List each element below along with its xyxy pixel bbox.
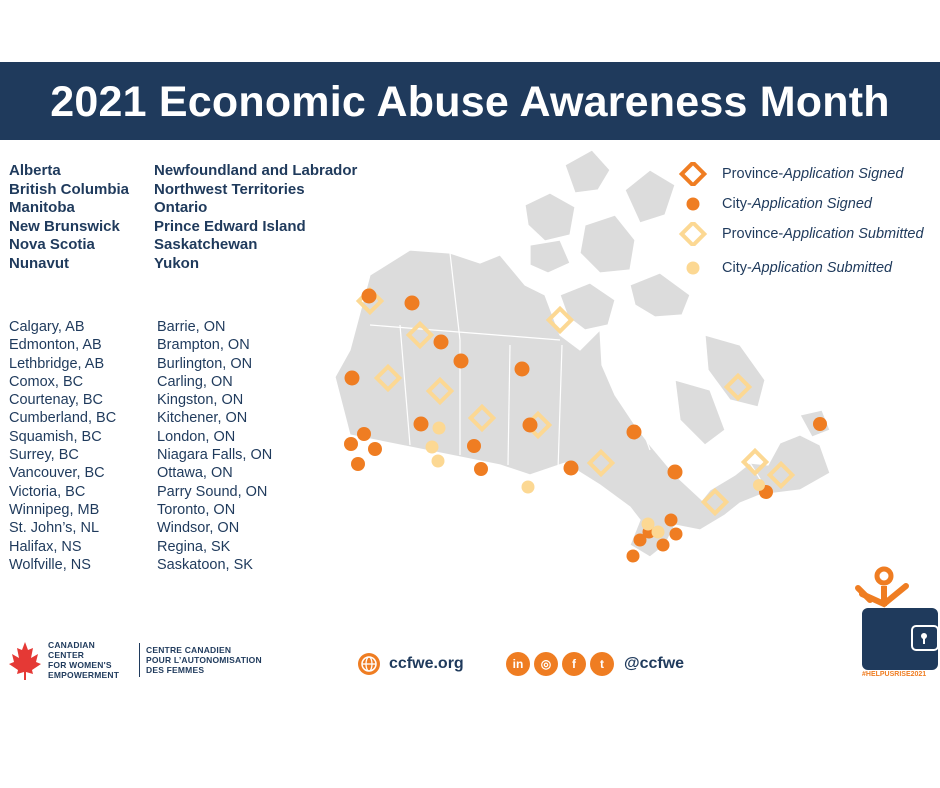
dot-submitted-icon (676, 256, 710, 280)
org-line: CANADIAN CENTER (48, 640, 95, 660)
legend-item-province-signed (676, 162, 903, 186)
province-item: Saskatchewan (154, 236, 258, 253)
city-item: Kitchener, ON (157, 410, 248, 427)
city-signed-marker (523, 418, 538, 433)
legend-sep: - (746, 260, 752, 276)
province-item: Newfoundland and Labrador (154, 162, 358, 179)
city-item: Carling, ON (157, 373, 233, 390)
city-submitted-marker (652, 526, 665, 539)
legend-status: Application Signed (751, 196, 872, 212)
city-signed-marker (668, 465, 683, 480)
city-item: Winnipeg, MB (9, 501, 100, 518)
city-signed-marker (474, 462, 488, 476)
website-link[interactable] (357, 652, 464, 676)
legend-status: Application Submitted (783, 226, 924, 242)
city-item: Edmonton, AB (9, 337, 102, 354)
city-signed-marker (665, 514, 678, 527)
city-item: Regina, SK (157, 538, 231, 555)
org-divider (139, 643, 140, 677)
city-signed-marker (351, 457, 365, 471)
city-item: Ottawa, ON (157, 465, 233, 482)
city-list-col1 (9, 318, 116, 574)
dot-signed-icon (676, 192, 710, 216)
city-signed-marker (627, 550, 640, 563)
org-line: FOR WOMEN'S (48, 660, 112, 670)
legend-kind: City (722, 196, 747, 212)
city-item: Surrey, BC (9, 447, 79, 464)
province-item: New Brunswick (9, 217, 120, 235)
legend-status: Application Submitted (751, 260, 893, 276)
city-signed-marker (627, 425, 642, 440)
page-title: 2021 Economic Abuse Awareness Month (50, 78, 890, 126)
city-submitted-marker (432, 455, 445, 468)
maple-leaf-icon (8, 640, 42, 680)
org-line: CENTRE CANADIEN (146, 645, 232, 655)
globe-icon (357, 652, 381, 676)
diamond-signed-icon (676, 162, 710, 186)
province-item: Prince Edward Island (154, 217, 306, 235)
city-list-col2 (157, 318, 272, 574)
org-line: DES FEMMES (146, 665, 205, 675)
hashtag: #HELPUSRISE2021 (862, 671, 927, 678)
org-line: EMPOWERMENT (48, 670, 120, 680)
province-item: Nova Scotia (9, 236, 95, 253)
city-signed-marker (670, 528, 683, 541)
city-item: Windsor, ON (157, 520, 240, 537)
website-label: ccfwe.org (389, 655, 464, 672)
city-item: Parry Sound, ON (157, 483, 268, 500)
province-list-col1 (9, 162, 129, 273)
facebook-icon[interactable]: f (562, 652, 586, 676)
city-signed-marker (414, 417, 429, 432)
linkedin-icon[interactable]: in (506, 652, 530, 676)
org-logo (8, 638, 276, 682)
city-signed-marker (357, 427, 371, 441)
legend-item-city-signed (676, 192, 872, 216)
org-line: POUR L’AUTONOMISATION (146, 655, 262, 665)
province-item: Nunavut (9, 254, 69, 272)
province-item: Manitoba (9, 199, 75, 216)
legend-sep: - (746, 196, 752, 212)
city-item: Brampton, ON (157, 337, 250, 354)
city-item: Toronto, ON (157, 501, 236, 518)
province-list-col2 (154, 162, 357, 273)
city-submitted-marker (522, 481, 535, 494)
city-item: Cumberland, BC (9, 410, 117, 427)
instagram-icon[interactable]: ◎ (534, 652, 558, 676)
twitter-icon[interactable]: t (590, 652, 614, 676)
city-signed-marker (362, 289, 377, 304)
legend-item-city-submitted (676, 256, 892, 280)
city-submitted-marker (433, 422, 446, 435)
city-signed-marker (515, 362, 530, 377)
city-signed-marker (657, 539, 670, 552)
city-submitted-marker (426, 441, 439, 454)
city-item: London, ON (157, 428, 236, 445)
province-item: Yukon (154, 254, 200, 272)
city-signed-marker (434, 335, 449, 350)
legend-kind: Province (722, 226, 779, 242)
social-handle: @ccfwe (624, 655, 685, 672)
province-item: British Columbia (9, 180, 130, 198)
city-item: Squamish, BC (9, 428, 102, 445)
city-signed-marker (344, 437, 358, 451)
city-item: St. John’s, NL (9, 520, 100, 537)
org-name-fr (146, 645, 276, 675)
city-item: Niagara Falls, ON (157, 447, 273, 464)
city-submitted-marker (753, 479, 765, 491)
legend-status: Application Signed (783, 166, 904, 182)
city-signed-marker (813, 417, 827, 431)
org-name-en (48, 640, 133, 680)
province-item: Northwest Territories (154, 180, 305, 198)
legend-sep: - (778, 226, 784, 242)
city-signed-marker (368, 442, 382, 456)
city-signed-marker (634, 534, 647, 547)
city-signed-marker (454, 354, 469, 369)
title-banner (0, 62, 940, 140)
city-item: Courtenay, BC (9, 392, 104, 409)
diamond-submitted-icon (676, 222, 710, 246)
city-signed-marker (405, 296, 420, 311)
city-item: Lethbridge, AB (9, 355, 105, 372)
legend-sep: - (778, 166, 784, 182)
province-item: Ontario (154, 199, 208, 216)
city-item: Kingston, ON (157, 392, 244, 409)
legend-kind: Province (722, 166, 779, 182)
city-item: Burlington, ON (157, 355, 253, 372)
city-item: Calgary, AB (9, 319, 85, 335)
city-signed-marker (467, 439, 481, 453)
city-item: Vancouver, BC (9, 465, 105, 482)
city-signed-marker (345, 371, 360, 386)
city-signed-marker (564, 461, 579, 476)
legend-kind: City (722, 260, 747, 276)
city-item: Halifax, NS (9, 538, 82, 555)
city-item: Wolfville, NS (9, 556, 91, 573)
city-item: Victoria, BC (9, 483, 86, 500)
city-item: Barrie, ON (157, 319, 226, 335)
province-item: Alberta (9, 162, 61, 179)
city-item: Saskatoon, SK (157, 556, 253, 573)
city-item: Comox, BC (9, 373, 84, 390)
social-links (506, 652, 684, 676)
legend-item-province-submitted (676, 222, 924, 246)
